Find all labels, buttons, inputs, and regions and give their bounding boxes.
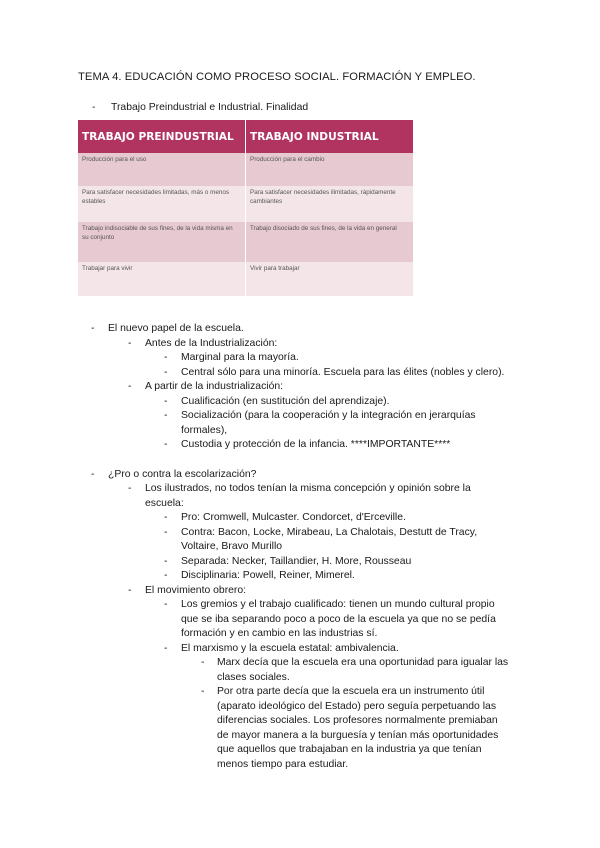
- bullet-dash: -: [128, 337, 132, 349]
- notes-outline: [0, 322, 600, 772]
- bullet-dash: -: [164, 570, 168, 581]
- bullet-dash: -: [164, 599, 168, 610]
- table-cell: Trabajo indisociable de sus fines, de la vida misma en su conjunto: [78, 222, 246, 262]
- table-cell: Para satisfacer necesidades limitadas, más o menos estables: [78, 186, 246, 222]
- list-item: - Socialización (para la cooperación y la integración en jerarquías formales),: [164, 410, 476, 436]
- list-item: - El nuevo papel de la escuela.: [0, 322, 600, 337]
- column-header-preindustrial: TRABAJO PREINDUSTRIAL: [78, 120, 246, 153]
- section-heading-text: Trabajo Preindustrial e Industrial. Finalidad: [111, 102, 309, 113]
- bullet-dash: -: [201, 686, 205, 697]
- list-item: - El movimiento obrero:: [0, 584, 600, 599]
- list-item: - Custodia y protección de la infancia. ****IMPORTANTE****: [0, 438, 600, 453]
- list-item: - El marxismo y la escuela estatal: ambivalencia.: [0, 642, 600, 657]
- table-cell: Producción para el cambio: [246, 153, 414, 186]
- bullet-dash: -: [201, 657, 205, 668]
- bullet-dash: -: [164, 366, 168, 378]
- list-item: - Marx decía que la escuela era una oportunidad para igualar las clases sociales.: [201, 657, 509, 683]
- list-item: - Los gremios y el trabajo cualificado: tienen un mundo cultural propio que se iba separando poco a poco de la escuela ya que no se pedía formación y en cambio en las industrias sí.: [164, 599, 496, 639]
- table-row: [78, 262, 413, 296]
- list-item: - Separada: Necker, Taillandier, H. More, Rousseau: [0, 555, 600, 570]
- table-row: [78, 222, 413, 262]
- list-item: - Los ilustrados, no todos tenían la misma concepción y opinión sobre la escuela:: [128, 483, 471, 509]
- table-header-row: [78, 120, 413, 153]
- spacer: [0, 453, 600, 468]
- column-header-industrial: TRABAJO INDUSTRIAL: [246, 120, 414, 153]
- bullet-dash: -: [128, 584, 132, 596]
- list-item: - Marginal para la mayoría.: [0, 351, 600, 366]
- list-item: - Central sólo para una minoría. Escuela para las élites (nobles y clero).: [0, 366, 600, 381]
- bullet-dash: -: [164, 526, 168, 538]
- bullet-dash: -: [128, 381, 132, 392]
- bullet-dash: -: [164, 555, 168, 567]
- bullet-dash: -: [91, 323, 95, 334]
- list-item: - Contra: Bacon, Locke, Mirabeau, La Chalotais, Destutt de Tracy, Voltaire, Bravo Murillo: [164, 526, 478, 552]
- table-row: [78, 153, 413, 186]
- bullet-dash: -: [164, 512, 168, 523]
- list-item: - Antes de la Industrialización:: [0, 337, 600, 352]
- bullet-dash: -: [164, 410, 168, 421]
- table-cell: Para satisfacer necesidades ilimitadas, rápidamente cambiantes: [246, 186, 414, 222]
- work-comparison-table: [78, 120, 413, 296]
- table-cell: Vivir para trabajar: [246, 262, 414, 296]
- bullet-dash: -: [92, 102, 96, 113]
- list-item: - A partir de la industrialización:: [0, 380, 600, 395]
- table-row: [78, 186, 413, 222]
- bullet-dash: -: [128, 483, 132, 494]
- bullet-dash: -: [164, 395, 168, 407]
- list-item: - Disciplinaria: Powell, Reiner, Mimerel.: [0, 569, 600, 584]
- table-cell: Producción para el uso: [78, 153, 246, 186]
- list-item: - ¿Pro o contra la escolarización?: [0, 468, 600, 483]
- list-item: - Pro: Cromwell, Mulcaster. Condorcet, d'Erceville.: [0, 511, 600, 526]
- list-item: - Cualificación (en sustitución del aprendizaje).: [0, 395, 600, 410]
- bullet-dash: -: [91, 468, 95, 480]
- bullet-dash: -: [164, 439, 168, 450]
- table-cell: Trabajar para vivir: [78, 262, 246, 296]
- bullet-dash: -: [164, 642, 168, 654]
- document-title: TEMA 4. EDUCACIÓN COMO PROCESO SOCIAL. FORMACIÓN Y EMPLEO.: [78, 71, 476, 83]
- section-heading-work: [92, 102, 308, 113]
- bullet-dash: -: [164, 352, 168, 363]
- table-cell: Trabajo disociado de sus fines, de la vida en general: [246, 222, 414, 262]
- list-item: - Por otra parte decía que la escuela era un instrumento útil (aparato ideológico del Estado) pero seguía perpetuando las diferencias sociales. Los profesores normalmente premiaban de mayor manera a la burguesía y tenían más oportunidades que aquellos que trabajaban en la industria ya que tenían menos tiempo para estudiar.: [201, 686, 499, 770]
